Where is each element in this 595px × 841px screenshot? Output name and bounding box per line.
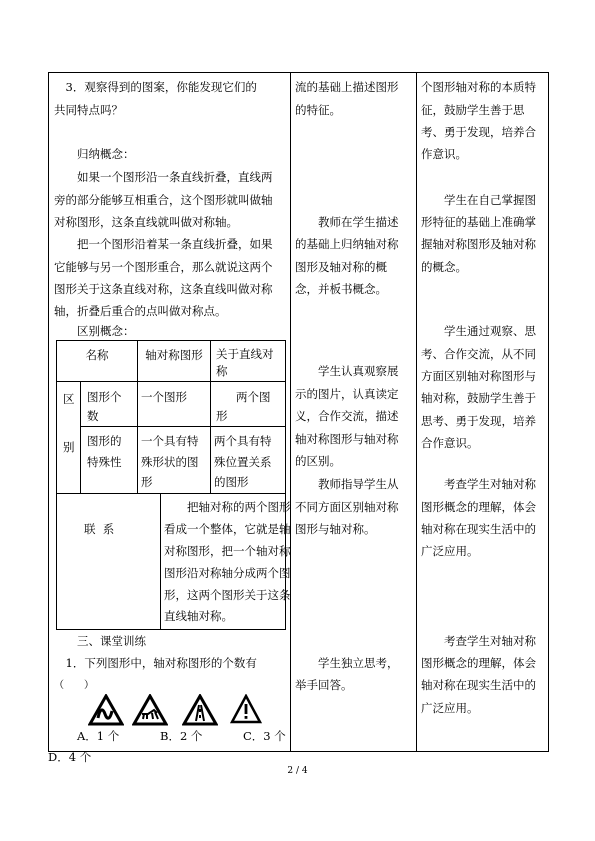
page-number: 2 / 4 bbox=[287, 766, 308, 776]
c2-p3-line-7: 不同方面区别轴对称 bbox=[295, 500, 399, 514]
table-h-1 bbox=[56, 381, 285, 382]
table-header-about-1: 关于直线对 bbox=[216, 347, 274, 361]
road-sign-animal-icon bbox=[132, 694, 168, 726]
frame-bottom bbox=[48, 751, 549, 752]
table-v-4 bbox=[160, 493, 161, 630]
special-axis-1: 一个具有特 bbox=[141, 434, 199, 448]
table-header-about-2: 称 bbox=[216, 364, 228, 378]
q3-line-2: 共同特点吗？ bbox=[54, 103, 123, 117]
q1-line-1: 1．下列图形中，轴对称图形的个数有 bbox=[54, 656, 257, 670]
option-a: A．1 个 bbox=[77, 729, 120, 743]
c3-p2-line-3: 握轴对称图形及轴对称 bbox=[421, 237, 536, 251]
c2-p2-line-1: 教师在学生描述 bbox=[295, 215, 399, 229]
def2-line-2: 它能够与另一个图形重合，那么就说这两个 bbox=[54, 260, 273, 274]
c3-p5-line-1: 考查学生对轴对称 bbox=[421, 634, 536, 648]
link-text-6: 直线轴对称。 bbox=[164, 609, 233, 623]
c3-p5-line-2: 图形概念的理解，体会 bbox=[421, 656, 536, 670]
col-divider-2 bbox=[416, 72, 417, 752]
special-about-1: 两个具有特 bbox=[214, 434, 272, 448]
c2-p2-line-2: 的基础上归纳轴对称 bbox=[295, 237, 399, 251]
summary-heading: 归纳概念： bbox=[54, 147, 135, 161]
q3-line-1: 3．观察得到的图案，你能发现它们的 bbox=[54, 80, 257, 94]
c3-p5-line-3: 轴对称在现实生活中的 bbox=[421, 678, 536, 692]
table-bie: 别 bbox=[63, 440, 75, 454]
link-label: 联 系 bbox=[84, 522, 115, 536]
c2-p2-line-3: 图形及轴对称的概 bbox=[295, 260, 387, 274]
special-axis-3: 形 bbox=[141, 475, 153, 489]
def1-line-2: 旁的部分能够互相重合，这个图形就叫做轴 bbox=[54, 193, 273, 207]
special-about-3: 的图形 bbox=[214, 475, 249, 489]
c2-p2-line-4: 念，并板书概念。 bbox=[295, 282, 387, 296]
def2-line-1: 把一个图形沿着某一条直线折叠，如果 bbox=[54, 237, 273, 251]
c3-p3-line-5: 思考、勇于发现，培养 bbox=[421, 414, 536, 428]
c2-p4-line-1: 学生独立思考， bbox=[295, 656, 399, 670]
c2-p3-line-4: 轴对称图形与轴对称 bbox=[295, 432, 399, 446]
c3-p1-line-2: 征，鼓励学生善于思 bbox=[421, 103, 525, 117]
c3-p3-line-6: 合作意识。 bbox=[421, 436, 479, 450]
c3-p4-line-4: 广泛应用。 bbox=[421, 544, 479, 558]
frame-left bbox=[48, 72, 49, 752]
table-v-1 bbox=[80, 381, 81, 494]
practice-heading: 三、课堂训练 bbox=[54, 634, 146, 648]
special-label-2: 特殊性 bbox=[87, 455, 122, 469]
table-left bbox=[56, 340, 57, 630]
c3-p1-line-3: 考、勇于发现，培养合 bbox=[421, 125, 536, 139]
link-text-5: 形，这两个图形关于这条 bbox=[164, 588, 291, 602]
count-label-2: 数 bbox=[87, 409, 99, 423]
c3-p3-line-2: 考、合作交流，从不同 bbox=[421, 347, 536, 361]
c2-p3-line-2: 示的图片，认真读定 bbox=[295, 387, 399, 401]
c3-p2-line-1: 学生在自己掌握图 bbox=[421, 193, 536, 207]
table-v-3 bbox=[210, 340, 211, 494]
c2-p1-line-2: 的特征。 bbox=[295, 103, 341, 117]
col-divider-1 bbox=[290, 72, 291, 752]
table-header-name: 名称 bbox=[85, 348, 109, 362]
frame-right bbox=[548, 72, 549, 752]
c2-p4-line-2: 举手回答。 bbox=[295, 678, 353, 692]
table-top bbox=[56, 340, 285, 341]
c3-p3-line-4: 轴对称，鼓励学生善于 bbox=[421, 391, 536, 405]
count-axis: 一个图形 bbox=[141, 390, 187, 404]
c3-p1-line-1: 个图形轴对称的本质特 bbox=[421, 80, 536, 94]
def2-line-4: 轴，折叠后重合的点叫做对称点。 bbox=[54, 304, 227, 318]
c2-p3-line-3: 义，合作交流，描述 bbox=[295, 409, 399, 423]
c2-p3-line-6: 教师指导学生从 bbox=[295, 477, 399, 491]
c2-p1-line-1: 流的基础上描述图形 bbox=[295, 80, 399, 94]
c2-p3-line-1: 学生认真观察展 bbox=[295, 364, 399, 378]
c3-p5-line-4: 广泛应用。 bbox=[421, 701, 479, 715]
table-h-2 bbox=[80, 426, 285, 427]
table-qu: 区 bbox=[63, 392, 75, 406]
c3-p4-line-1: 考查学生对轴对称 bbox=[421, 477, 536, 491]
table-h-3 bbox=[56, 493, 285, 494]
count-label-1: 图形个 bbox=[87, 390, 122, 404]
frame-top bbox=[48, 72, 549, 73]
option-d: D．4 个 bbox=[48, 750, 92, 764]
link-text-4: 图形沿对称轴分成两个图 bbox=[164, 566, 291, 580]
count-about-1: 两个图 bbox=[236, 390, 271, 404]
road-sign-exclamation-icon bbox=[230, 694, 262, 724]
link-text-2: 看成一个整体，它就是轴 bbox=[164, 522, 291, 536]
link-text-1: 把轴对称的两个图形 bbox=[164, 500, 291, 514]
c3-p4-line-3: 轴对称在现实生活中的 bbox=[421, 522, 536, 536]
def2-line-3: 图形关于这条直线对称，这条直线叫做对称 bbox=[54, 282, 273, 296]
link-text-3: 对称图形，把一个轴对称 bbox=[164, 544, 291, 558]
option-c: C．3 个 bbox=[243, 729, 286, 743]
c3-p1-line-4: 作意识。 bbox=[421, 147, 467, 161]
c3-p4-line-2: 图形概念的理解，体会 bbox=[421, 500, 536, 514]
special-about-2: 殊位置关系 bbox=[214, 455, 272, 469]
c3-p3-line-1: 学生通过观察、思 bbox=[421, 324, 536, 338]
special-axis-2: 殊形状的图 bbox=[141, 455, 199, 469]
diff-heading: 区别概念： bbox=[54, 324, 135, 338]
road-sign-curve-icon bbox=[88, 694, 124, 726]
option-b: B．2 个 bbox=[160, 729, 203, 743]
road-sign-road-icon bbox=[182, 694, 218, 726]
def1-line-3: 对称图形，这条直线就叫做对称轴。 bbox=[54, 215, 238, 229]
def1-line-1: 如果一个图形沿一条直线折叠，直线两 bbox=[54, 170, 273, 184]
q1-line-2: （ ） bbox=[54, 680, 94, 691]
table-header-axis: 轴对称图形 bbox=[145, 348, 203, 362]
c2-p3-line-5: 的区别。 bbox=[295, 454, 341, 468]
c3-p3-line-3: 方面区别轴对称图形与 bbox=[421, 369, 536, 383]
c2-p3-line-8: 图形与轴对称。 bbox=[295, 522, 376, 536]
special-label-1: 图形的 bbox=[87, 434, 122, 448]
count-about-2: 形 bbox=[216, 409, 228, 423]
c3-p2-line-4: 的概念。 bbox=[421, 260, 467, 274]
c3-p2-line-2: 形特征的基础上准确掌 bbox=[421, 215, 536, 229]
